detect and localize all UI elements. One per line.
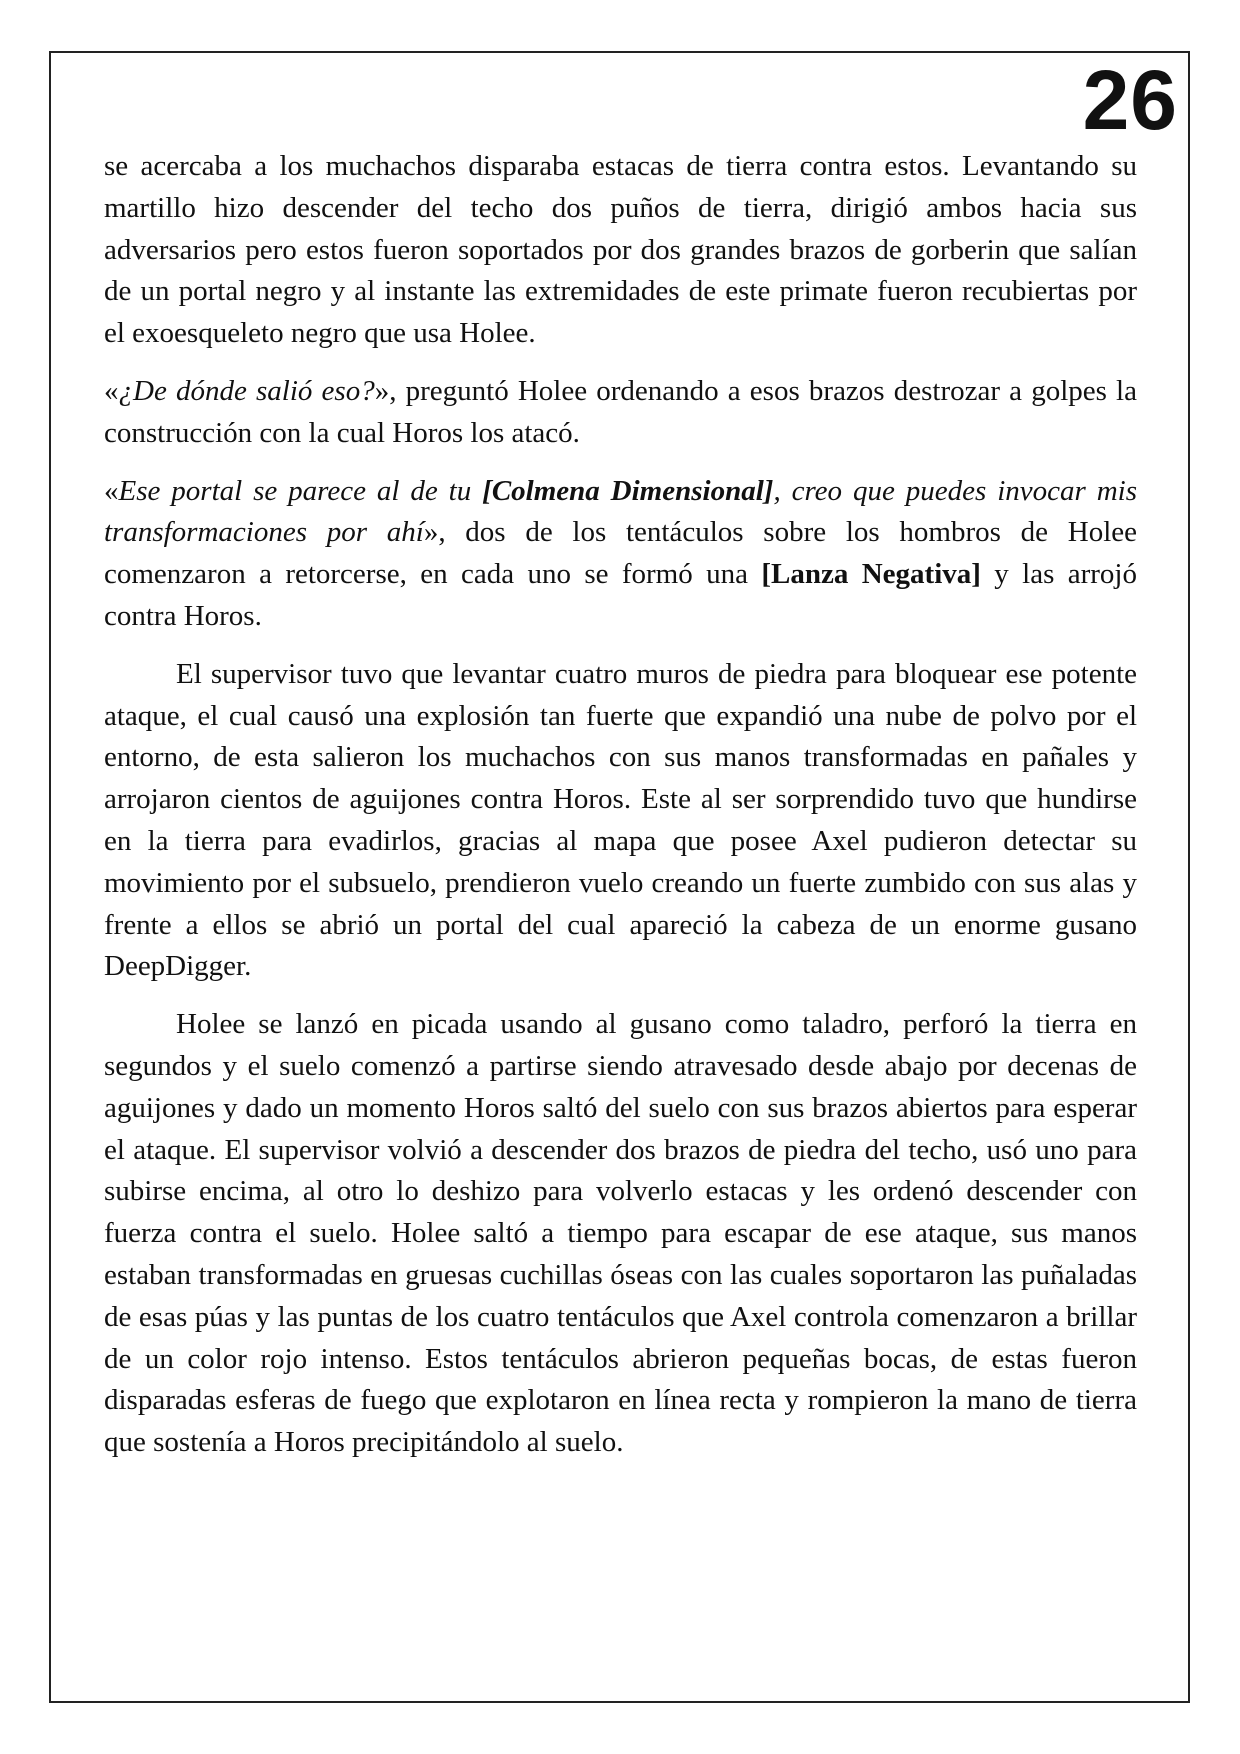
skill-name-bold: [Lanza Negativa]: [761, 558, 981, 591]
narration-text: y las arrojó contra Horos.: [104, 558, 1137, 632]
narration-text: , dos de los tentáculos sobre los hombros de Holee comenzaron a retorcerse, en cada uno se formó una: [104, 516, 1138, 591]
close-quote: »: [374, 374, 390, 407]
dialogue-italic: Ese portal se parece al de tu: [118, 474, 483, 507]
paragraph-1: se acercaba a los muchachos disparaba estacas de tierra contra estos. Levantando su martillo hizo descender del techo dos puños de tierra, dirigió ambos hacia sus adversarios pero estos fueron soportados por dos grandes brazos de gorberin que salían de un portal negro y al instante las extremidades de este primate fueron recubiertas por el exoesqueleto negro que usa Holee.: [104, 150, 1137, 350]
paragraph-2: [104, 371, 1137, 455]
page-number: 26: [1082, 53, 1178, 147]
open-quote: «: [104, 374, 119, 407]
dialogue-italic: , creo que puedes invocar mis transformaciones por ahí: [104, 474, 1137, 549]
close-quote: »: [423, 516, 439, 549]
body-text: [104, 146, 1137, 1480]
open-quote: «: [104, 474, 119, 507]
paragraph-4: El supervisor tuvo que levantar cuatro muros de piedra para bloquear ese potente ataque, el cual causó una explosión tan fuerte que expandió una nube de polvo por el entorno, de esta salieron los muchachos con sus manos transformadas en pañales y arrojaron cientos de aguijones contra Horos. Este al ser sorprendido tuvo que hundirse en la tierra para evadirlos, gracias al mapa que posee Axel pudieron detectar su movimiento por el subsuelo, prendieron vuelo creando un fuerte zumbido con sus alas y frente a ellos se abrió un portal del cual apareció la cabeza de un enorme gusano DeepDigger.: [104, 657, 1137, 983]
narration-text: , preguntó Holee ordenando a esos brazos destrozar a golpes la construcción con la cual Horos los atacó.: [104, 374, 1137, 449]
skill-name-bold: [Colmena Dimensional]: [482, 474, 774, 507]
paragraph-5: Holee se lanzó en picada usando al gusano como taladro, perforó la tierra en segundos y el suelo comenzó a partirse siendo atravesado desde abajo por decenas de aguijones y dado un momento Horos saltó del suelo con sus brazos abiertos para esperar el ataque. El supervisor volvió a descender dos brazos de piedra del techo, usó uno para subirse encima, al otro lo deshizo para volverlo estacas y les ordenó descender con fuerza contra el suelo. Holee saltó a tiempo para escapar de ese ataque, sus manos estaban transformadas en gruesas cuchillas óseas con las cuales soportaron las puñaladas de esas púas y las puntas de los cuatro tentáculos que Axel controla comenzaron a brillar de un color rojo intenso. Estos tentáculos abrieron pequeñas bocas, de estas fueron disparadas esferas de fuego que explotaron en línea recta y rompieron la mano de tierra que sostenía a Horos precipitándolo al suelo.: [104, 1008, 1137, 1459]
paragraph-3: [104, 471, 1137, 638]
dialogue-italic: ¿De dónde salió eso?: [118, 374, 375, 407]
